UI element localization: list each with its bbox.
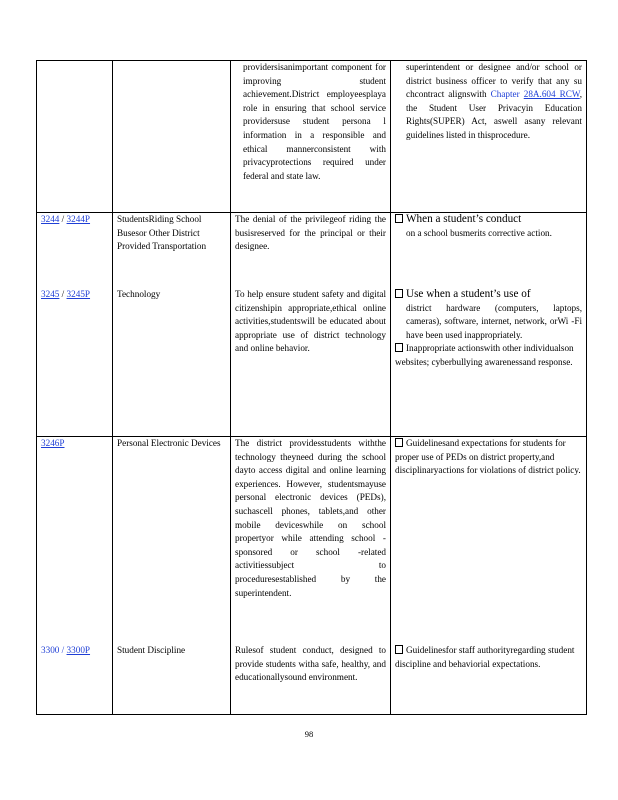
policy-separator: /: [59, 214, 67, 224]
checkbox-bullet-icon: [395, 214, 403, 223]
bullet-item: [395, 213, 582, 227]
description-text: providersisanimportant component for improving student achievement.District employeesplaya role in ensuring that school service providersuse student persona l information in a responsible and ethical mannerconsistent with privacyprotections required under federal and state law.: [243, 62, 386, 181]
bullet-lead: When a student’s conduct: [406, 213, 522, 225]
policy-title-cell: [113, 61, 231, 213]
policy-description-cell: [231, 437, 391, 715]
notes-text-part-b: , the Student User Privacyin Education Rights(SUPER) Act, aswell asany relevant guidelines listed in thisprocedure.: [406, 89, 583, 140]
bullet-item: [395, 288, 582, 302]
checkbox-bullet-icon: [395, 289, 403, 298]
checkbox-bullet-icon: [395, 343, 403, 352]
policy-title-cell: [113, 437, 231, 715]
notes-text-part-a: superintendent or designee and/or school or district business officer to verify that any su chcontract alignswith: [406, 62, 582, 100]
policy-link-3244[interactable]: 3244: [41, 214, 60, 224]
policy-notes-cell: [391, 61, 587, 213]
policy-number-cell: [37, 437, 113, 715]
table-row: [37, 437, 587, 715]
policy-title-cell: [113, 213, 231, 437]
policy-3245-numbers: [41, 288, 108, 302]
bullet-item: [395, 437, 582, 478]
policy-separator: /: [59, 289, 67, 299]
policy-link-3245[interactable]: 3245: [41, 289, 60, 299]
policy-description-3244: The denial of the privilegeof riding the busisreserved for the principal or their designee.: [235, 214, 386, 252]
policy-notes-3244: [395, 213, 582, 288]
bullet-text: Guidelinesand expectations for students for proper use of PEDs on district property,and disciplinaryactions for violations of district policy.: [395, 438, 581, 476]
policy-notes-3246p: [395, 437, 582, 644]
bullet-text: on a school busmerits corrective action.: [406, 227, 552, 238]
policy-separator: /: [59, 645, 67, 655]
bullet-text: district hardware (computers, laptops, cameras), software, internet, network, orWi -Fi have been used inappropriately.: [406, 302, 582, 340]
table-row: [37, 213, 587, 437]
bullet-text: Inappropriate actionswith other individualson websites; cyberbullying awarenessand response.: [395, 343, 574, 367]
policy-3300-numbers: [41, 644, 108, 658]
bullet-text: Guidelinesfor staff authorityregarding student discipline and behaviorial expectations.: [395, 645, 575, 669]
chapter-link[interactable]: Chapter: [490, 89, 520, 100]
policy-description-3246p: The district providesstudents withthe technology theyneed during the school dayto access digital and online learning experiences. However, studentsmayuse personal electronic devices (PEDs), suchascell phones, tablets,and other mobile deviceswhile on school propertyor while attending school -sponsored or school -related activitiessubject to proceduresestablished by the superintendent.: [235, 438, 386, 598]
policy-table: [36, 60, 587, 715]
policy-link-3245p[interactable]: 3245P: [66, 289, 91, 299]
notes-text: [395, 61, 582, 143]
checkbox-bullet-icon: [395, 645, 403, 654]
policy-link-3244p[interactable]: 3244P: [66, 214, 91, 224]
bullet-item: [395, 644, 582, 671]
table-row: [37, 61, 587, 213]
checkbox-bullet-icon: [395, 438, 403, 447]
policy-notes-3300: [395, 644, 582, 671]
page-number: 98: [304, 729, 314, 739]
policy-description-cell: [231, 61, 391, 213]
policy-3244-numbers: [41, 213, 108, 288]
policy-3246p-numbers: [41, 437, 108, 644]
policy-link-3246p[interactable]: 3246P: [41, 438, 65, 448]
policy-number-cell: [37, 213, 113, 437]
bullet-item: [395, 342, 582, 369]
policy-description-cell: [231, 213, 391, 437]
policy-notes-3245: [395, 288, 582, 370]
rcw-link[interactable]: 28A.604 RCW: [523, 89, 580, 100]
policy-title-3245: Technology: [117, 289, 161, 299]
policy-title-3246p: Personal Electronic Devices: [117, 438, 221, 448]
policy-notes-cell: [391, 213, 587, 437]
policy-title-3244: StudentsRiding School Busesor Other District Provided Transportation: [117, 214, 207, 252]
policy-description-3245: To help ensure student safety and digital citizenshipin appropriate,ethical online activities,studentswill be educated about appropriate use of district technology and online behavior.: [235, 289, 386, 354]
bullet-lead: Use when a student’s use of: [406, 288, 531, 300]
policy-notes-cell: [391, 437, 587, 715]
policy-number-cell: [37, 61, 113, 213]
policy-description-3300: Rulesof student conduct, designed to provide students witha safe, healthy, and educationallysound environment.: [235, 645, 386, 683]
policy-link-3300p[interactable]: 3300P: [66, 645, 91, 655]
policy-title-3300: Student Discipline: [117, 645, 186, 655]
policy-number-3300[interactable]: 3300: [41, 645, 60, 655]
